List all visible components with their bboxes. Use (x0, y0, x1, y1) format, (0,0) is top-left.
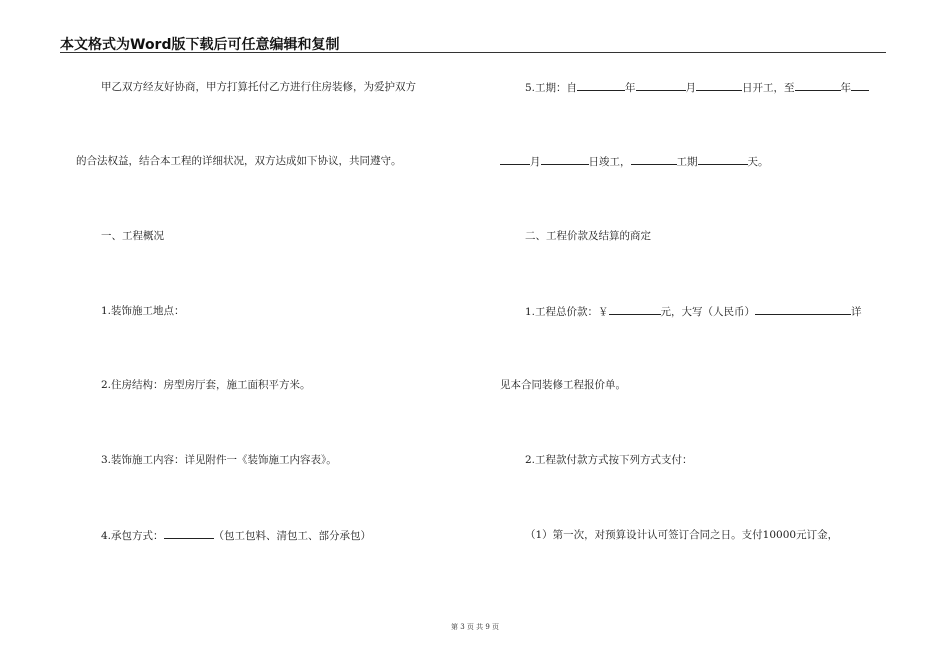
item-construction-site: 1.装饰施工地点： (101, 305, 185, 317)
month-label: 月 (685, 82, 697, 94)
section-heading-price-settlement: 二、工程价款及结算的商定 (525, 230, 651, 242)
item-construction-content: 3.装饰施工内容：详见附件一《装饰施工内容表》。 (101, 454, 337, 466)
document-header-title: 本文格式为Word版下载后可任意编辑和复制 (60, 37, 340, 53)
page-number: 第 3 页 共 9 页 (450, 623, 500, 631)
item-total-price (525, 304, 862, 319)
blank-field (698, 154, 748, 165)
blank-field (609, 304, 661, 315)
blank-field (696, 80, 742, 91)
year-label: 年 (840, 82, 852, 94)
completion-day-label: 日竣工， (588, 156, 631, 168)
total-price-label: 1.工程总价款：￥ (525, 306, 609, 318)
amount-in-words-label: 元，大写（人民币） (660, 306, 756, 318)
item-schedule-line2 (500, 154, 769, 169)
item-contract-method (101, 528, 371, 543)
blank-field (164, 528, 214, 539)
item-payment-method: 2.工程款付款方式按下列方式支付： (525, 454, 693, 466)
paragraph-intro-line2: 的合法权益，结合本工程的详细状况，双方达成如下协议，共同遵守。 (76, 155, 402, 167)
blank-field (500, 154, 530, 165)
blank-field (636, 80, 686, 91)
see-label: 详 (851, 306, 862, 318)
section-heading-project-overview: 一、工程概况 (101, 230, 164, 242)
contract-method-options: （包工包料、清包工、部分承包） (213, 530, 372, 542)
item-housing-structure: 2.住房结构：房型房厅套，施工面积平方米。 (101, 379, 311, 391)
contract-method-label: 4.承包方式： (101, 530, 164, 542)
duration-label: 工期 (676, 156, 698, 168)
blank-field (795, 80, 841, 91)
item-schedule-line1 (525, 80, 869, 95)
blank-field (541, 154, 589, 165)
paragraph-intro-line1: 甲乙双方经友好协商，甲方打算托付乙方进行住房装修，为爱护双方 (101, 81, 416, 93)
blank-field (577, 80, 625, 91)
year-label: 年 (625, 82, 636, 94)
blank-field (851, 80, 869, 91)
item-total-price-continued: 见本合同装修工程报价单。 (500, 379, 626, 391)
days-label: 天。 (747, 156, 769, 168)
blank-field (631, 154, 677, 165)
start-day-label: 日开工，至 (742, 82, 795, 94)
header-divider (60, 52, 886, 53)
item-payment-first: （1）第一次，对预算设计认可签订合同之日。支付10000元订金， (525, 529, 839, 541)
schedule-from-label: 5.工期：自 (525, 82, 578, 94)
blank-field (755, 304, 851, 315)
month-label: 月 (530, 156, 541, 168)
